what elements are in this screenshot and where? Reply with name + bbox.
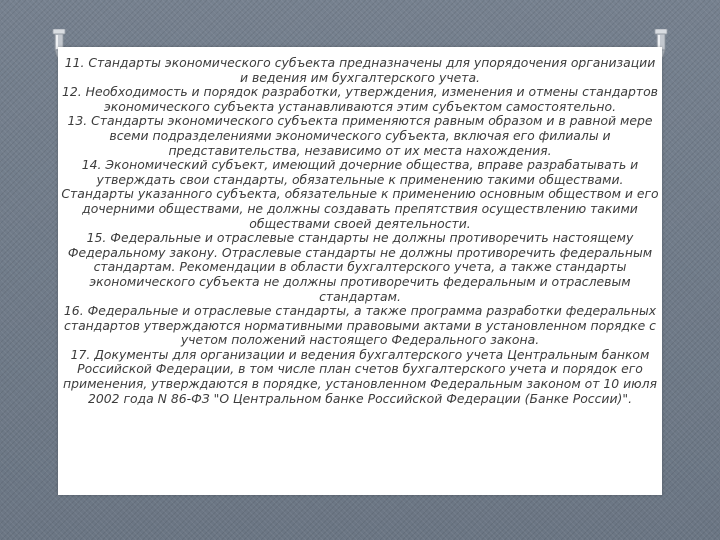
paragraph-17: 17. Документы для организации и ведения бухгалтерского учета Центральным банком Российской Федерации, в том числе план счетов бухгалтерского учета и порядок его применения, утверждаются в порядке, установленном Федеральным законом от 10 июля 2002 года N 86-ФЗ "О Центральном банке Российской Федерации (Банке России)". (63, 346, 657, 406)
paragraph-14: 14. Экономический субъект, имеющий дочерние общества, вправе разрабатывать и утверждать свои стандарты, обязательные к применению такими обществами. Стандарты указанного субъекта, обязательные к применению основным обществом и его дочерними обществами, не должны создавать препятствия осуществлению такими обществами своей деятельности. (61, 157, 659, 231)
paragraph-12: 12. Необходимость и порядок разработки, утверждения, изменения и отмены стандартов экономического субъекта устанавливаются этим субъектом самостоятельно. (62, 84, 658, 114)
paragraph-16: 16. Федеральные и отраслевые стандарты, а также программа разработки федеральных стандартов утверждаются нормативными правовыми актами в установленном порядке с учетом положений настоящего Федерального закона. (63, 303, 657, 348)
paragraph-13: 13. Стандарты экономического субъекта применяются равным образом и в равной мере всеми подразделениями экономического субъекта, включая его филиалы и представительства, независимо от их места нахождения. (67, 113, 653, 158)
slide-text-body (60, 56, 660, 406)
slide-card (58, 47, 662, 495)
paragraph-11: 11. Стандарты экономического субъекта предназначены для упорядочения организации и ведения им бухгалтерского учета. (64, 55, 656, 85)
paragraph-15: 15. Федеральные и отраслевые стандарты не должны противоречить настоящему Федеральному закону. Отраслевые стандарты не должны противоречить федеральным стандартам. Рекомендации в области бухгалтерского учета, а также стандарты экономического субъекта не должны противоречить федеральным и отраслевым стандартам. (67, 230, 653, 304)
